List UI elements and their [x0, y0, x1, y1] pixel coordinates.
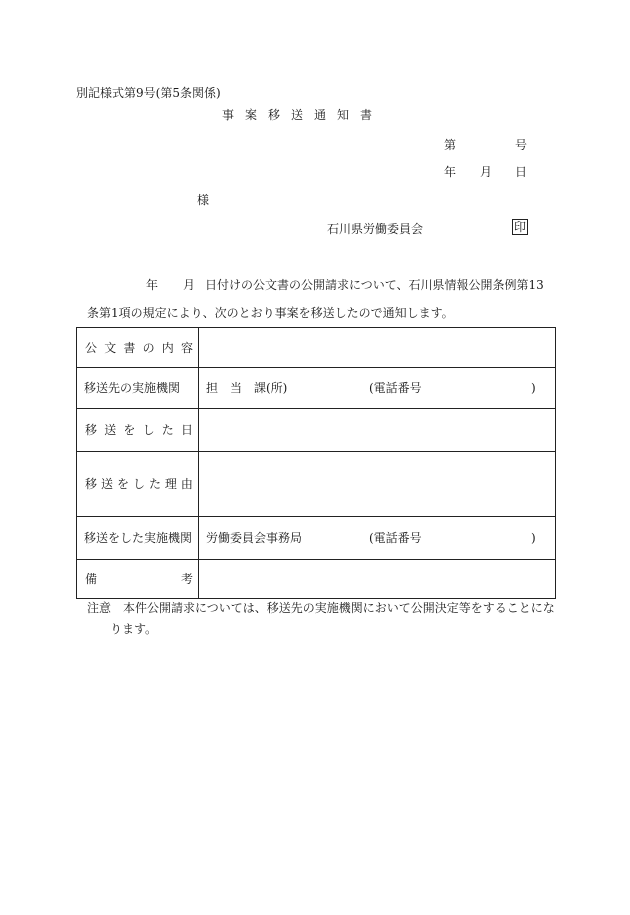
label-char: 由	[180, 477, 193, 491]
label-document-content	[77, 341, 198, 355]
transfer-target-value	[199, 368, 556, 409]
label-char: 日	[180, 423, 193, 437]
transfer-date-value	[199, 409, 556, 452]
label-char: 書	[123, 340, 136, 355]
remarks-value	[199, 560, 556, 599]
date-day: 日	[515, 165, 528, 179]
doc-number-dai: 第	[444, 138, 457, 152]
label-char: を	[123, 423, 136, 437]
label-char: の	[142, 340, 155, 355]
source-office-name: 労働委員会事務局	[206, 531, 303, 545]
phone-label: (電話番号	[369, 381, 422, 395]
label-char: 移	[85, 423, 98, 437]
label-transfer-source: 移送をした実施機関	[84, 531, 193, 545]
label-char: 送	[104, 423, 117, 437]
label-cell	[77, 517, 199, 560]
label-char: 文	[104, 340, 117, 355]
label-cell	[77, 560, 199, 599]
doc-number-gou: 号	[515, 138, 528, 152]
label-char: し	[142, 423, 155, 437]
body-year: 年	[146, 278, 159, 292]
note-line2: ります。	[110, 622, 158, 636]
document-content-value	[199, 328, 556, 368]
label-char: し	[132, 477, 145, 491]
date-month: 月	[480, 165, 493, 179]
addressee-suffix: 様	[197, 193, 210, 207]
form-reference: 別記様式第9号(第5条関係)	[76, 86, 221, 100]
phone-close-paren: )	[531, 381, 536, 395]
label-char: 理	[164, 477, 177, 491]
transfer-table	[76, 327, 556, 599]
label-char: 送	[100, 477, 113, 491]
label-char: 内	[161, 340, 174, 355]
table-row	[77, 409, 556, 452]
tanto-ka-label: 担 当 課(所)	[206, 381, 288, 395]
body-text-line2: 条第1項の規定により、次のとおり事案を移送したので通知します。	[87, 306, 454, 320]
table-row	[77, 328, 556, 368]
label-remarks	[77, 572, 198, 586]
label-transfer-reason	[77, 477, 198, 491]
transfer-reason-value	[199, 452, 556, 517]
note-line1: 注意 本件公開請求については、移送先の実施機関において公開決定等をすることにな	[87, 601, 555, 615]
body-text-line1: 日付けの公文書の公開請求について、石川県情報公開条例第13	[205, 278, 544, 292]
phone-close-paren: )	[531, 531, 536, 545]
body-month: 月	[183, 278, 196, 292]
label-char: 公	[85, 340, 98, 355]
label-remarks-left: 備	[85, 572, 98, 586]
label-char: た	[148, 477, 161, 491]
issuer-name: 石川県労働委員会	[327, 222, 424, 236]
label-cell	[77, 409, 199, 452]
date-year: 年	[444, 165, 457, 179]
table-row	[77, 452, 556, 517]
label-transfer-target: 移送先の実施機関	[84, 381, 181, 395]
label-char: た	[161, 423, 174, 437]
label-cell	[77, 452, 199, 517]
label-char: 移	[85, 477, 98, 491]
seal-mark: 印	[514, 220, 527, 234]
label-cell	[77, 328, 199, 368]
label-char: を	[116, 477, 129, 491]
label-transfer-date	[77, 423, 198, 437]
table-row	[77, 368, 556, 409]
label-cell	[77, 368, 199, 409]
table-row	[77, 517, 556, 560]
transfer-source-value	[199, 517, 556, 560]
table-row	[77, 560, 556, 599]
label-remarks-right: 考	[180, 572, 193, 586]
document-title: 事案移送通知書	[222, 108, 384, 122]
label-char: 容	[180, 340, 193, 355]
phone-label: (電話番号	[369, 531, 422, 545]
